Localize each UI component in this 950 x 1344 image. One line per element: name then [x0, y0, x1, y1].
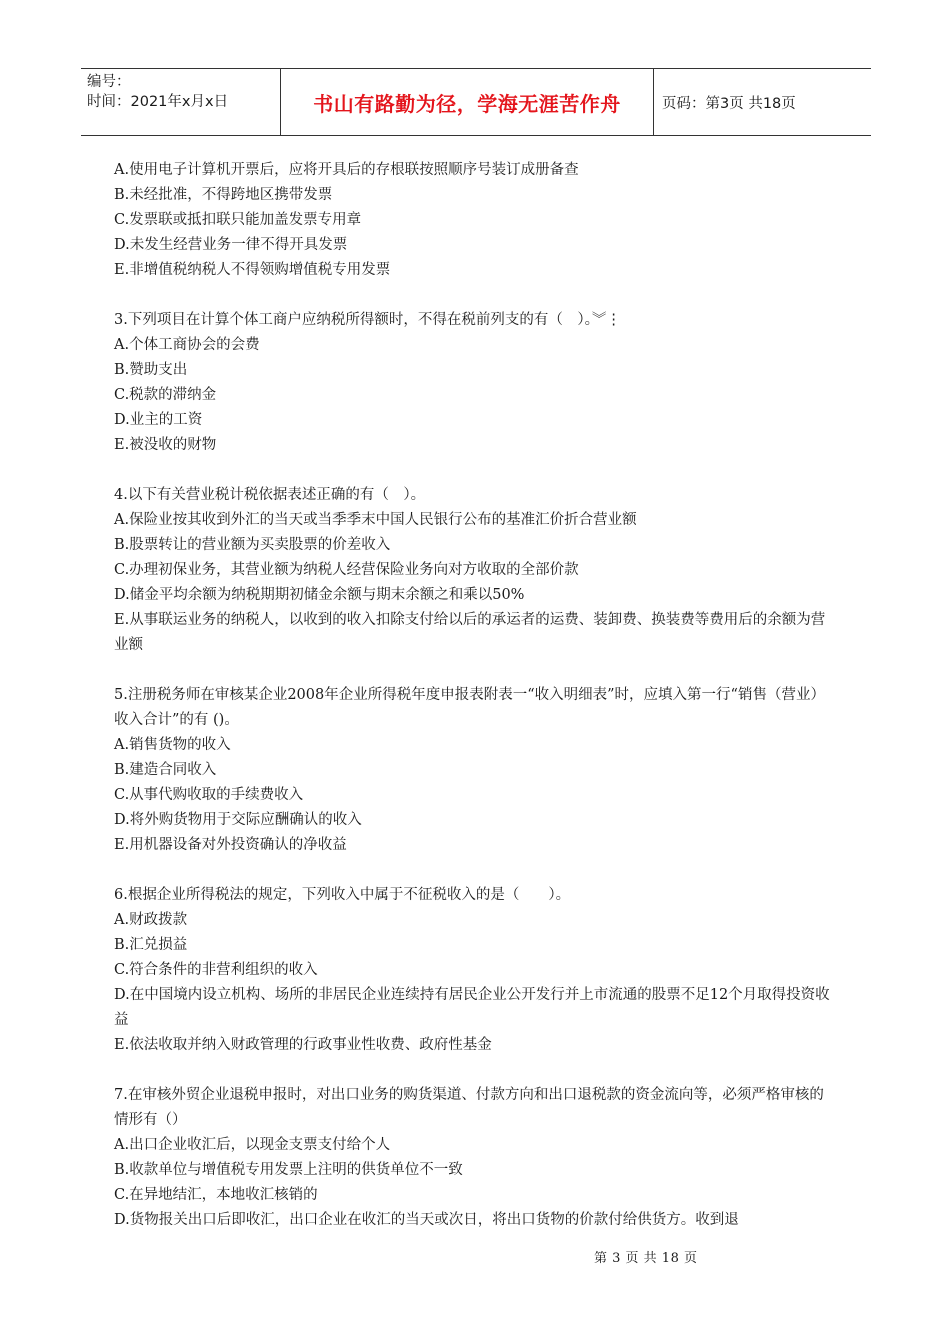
header-page-label: 页码：第3页 共18页: [662, 95, 796, 112]
option-line: B.汇兑损益: [114, 937, 188, 953]
option-line: E.非增值税纳税人不得领购增值税专用发票: [114, 262, 391, 278]
time-label: 时间：2021年x月x日: [87, 94, 229, 110]
page-footer: 第 3 页 共 18 页: [594, 1251, 698, 1266]
option-line: D.未发生经营业务一律不得开具发票: [114, 237, 348, 253]
option-line: A.销售货物的收入: [114, 737, 231, 753]
option-line: E.用机器设备对外投资确认的净收益: [114, 837, 347, 853]
option-line: A.保险业按其收到外汇的当天或当季季末中国人民银行公布的基准汇价折合营业额: [114, 512, 637, 528]
header-meta: [81, 69, 281, 135]
option-line: E.从事联运业务的纳税人，以收到的收入扣除支付给以后的承运者的运费、装卸费、换装费等费用后的余额为营业额: [114, 612, 826, 653]
option-line: C.在异地结汇，本地收汇核销的: [114, 1187, 318, 1203]
page-header: [81, 68, 871, 136]
option-line: E.依法收取并纳入财政管理的行政事业性收费、政府性基金: [114, 1037, 492, 1053]
option-line: D.储金平均余额为纳税期期初储金余额与期末余额之和乘以50%: [114, 587, 525, 603]
question-block: [114, 1083, 838, 1233]
option-line: C.发票联或抵扣联只能加盖发票专用章: [114, 212, 362, 228]
option-line: D.将外购货物用于交际应酬确认的收入: [114, 812, 362, 828]
option-line: E.被没收的财物: [114, 437, 217, 453]
number-label: 编号：: [87, 74, 131, 90]
option-line: C.办理初保业务，其营业额为纳税人经营保险业务向对方收取的全部价款: [114, 562, 579, 578]
question-stem: 4.以下有关营业税计税依据表述正确的有（ ）。: [114, 487, 426, 503]
header-motto: 书山有路勤为径，学海无涯苦作舟: [281, 69, 654, 135]
document-body: [114, 158, 838, 1258]
option-line: C.税款的滞纳金: [114, 387, 217, 403]
question-stem: 3.下列项目在计算个体工商户应纳税所得额时，不得在税前列支的有（ ）。︾⋮: [114, 312, 621, 328]
question-stem: 5.注册税务师在审核某企业2008年企业所得税年度申报表附表一“收入明细表”时，应填入第一行“销售（营业）收入合计”的有 ()。: [114, 687, 825, 728]
question-block: [114, 683, 838, 858]
option-line: A.使用电子计算机开票后，应将开具后的存根联按照顺序号装订成册备查: [114, 162, 579, 178]
option-line: B.赞助支出: [114, 362, 188, 378]
option-line: B.未经批准，不得跨地区携带发票: [114, 187, 333, 203]
question-block: [114, 308, 838, 458]
option-line: C.符合条件的非营利组织的收入: [114, 962, 318, 978]
option-line: C.从事代购收取的手续费收入: [114, 787, 304, 803]
option-line: D.货物报关出口后即收汇，出口企业在收汇的当天或次日，将出口货物的价款付给供货方。收到退: [114, 1212, 739, 1228]
option-line: A.出口企业收汇后，以现金支票支付给个人: [114, 1137, 391, 1153]
option-line: B.股票转让的营业额为买卖股票的价差收入: [114, 537, 391, 553]
option-line: A.财政拨款: [114, 912, 188, 928]
question-block: [114, 483, 838, 658]
option-line: B.收款单位与增值税专用发票上注明的供货单位不一致: [114, 1162, 463, 1178]
question-block: [114, 883, 838, 1058]
option-line: D.业主的工资: [114, 412, 203, 428]
option-line: D.在中国境内设立机构、场所的非居民企业连续持有居民企业公开发行并上市流通的股票不足12个月取得投资收益: [114, 987, 830, 1028]
question-stem: 6.根据企业所得税法的规定，下列收入中属于不征税收入的是（ ）。: [114, 887, 571, 903]
question-block: [114, 158, 838, 283]
question-stem: 7.在审核外贸企业退税申报时，对出口业务的购货渠道、付款方向和出口退税款的资金流向等，必须严格审核的情形有（）: [114, 1087, 824, 1128]
option-line: A.个体工商协会的会费: [114, 337, 260, 353]
option-line: B.建造合同收入: [114, 762, 217, 778]
